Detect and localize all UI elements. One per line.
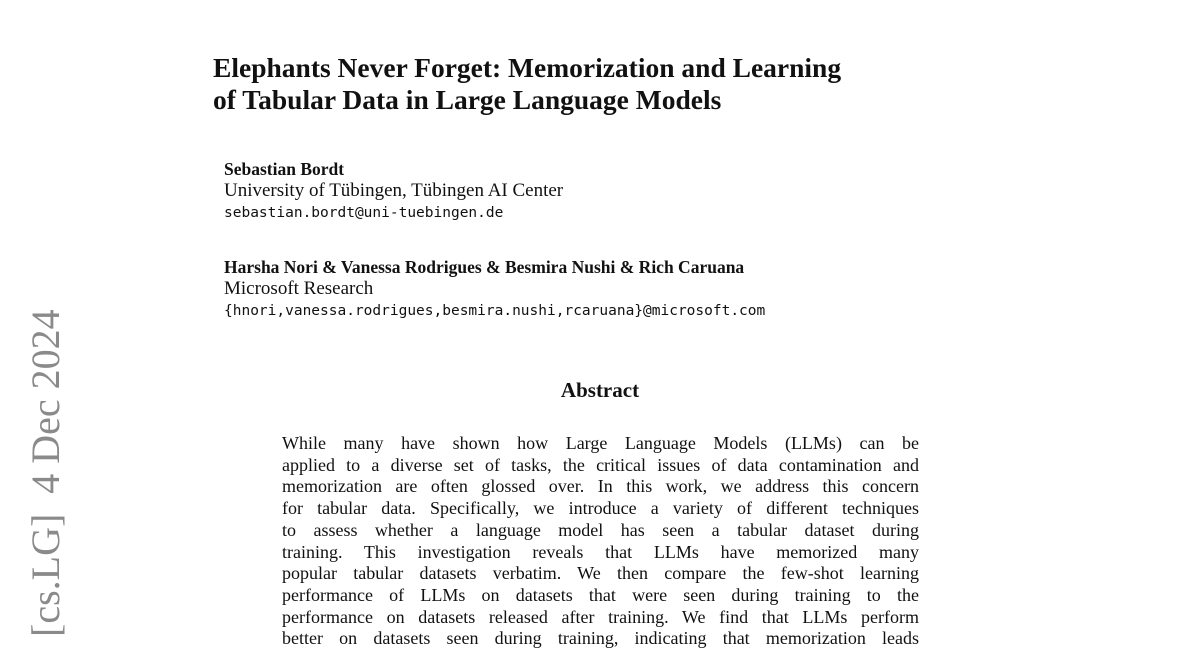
abstract-line: performance on datasets released after training. We find that LLMs perform xyxy=(282,606,919,627)
abstract-line: popular tabular datasets verbatim. We then compare the few-shot learning xyxy=(282,563,919,584)
author-affiliation: University of Tübingen, Tübingen AI Center xyxy=(224,180,564,201)
abstract-line: performance of LLMs on datasets that were seen during training to the xyxy=(282,584,919,605)
author-email: sebastian.bordt@uni-tuebingen.de xyxy=(224,205,504,221)
arxiv-identifier-stamp: [cs.LG] 4 Dec 2024 xyxy=(23,309,68,637)
abstract-line: better on datasets seen during training, indicating that memorization leads xyxy=(282,628,919,649)
abstract-body xyxy=(282,433,919,650)
paper-title-line: of Tabular Data in Large Language Models xyxy=(213,84,722,115)
abstract-line: applied to a diverse set of tasks, the critical issues of data contamination and xyxy=(282,454,919,475)
author-names: Harsha Nori & Vanessa Rodrigues & Besmira Nushi & Rich Caruana xyxy=(224,257,745,277)
abstract-line: for tabular data. Specifically, we introduce a variety of different techniques xyxy=(282,498,919,519)
author-affiliation: Microsoft Research xyxy=(224,278,374,299)
author-block xyxy=(224,256,1024,322)
abstract-line: training. This investigation reveals that LLMs have memorized many xyxy=(282,541,919,562)
paper-title xyxy=(213,52,933,116)
abstract-line: While many have shown how Large Language Models (LLMs) can be xyxy=(282,433,919,453)
author-names: Sebastian Bordt xyxy=(224,159,345,179)
abstract-heading: Abstract xyxy=(560,378,640,402)
abstract-line: memorization are often glossed over. In this work, we address this concern xyxy=(282,476,919,497)
author-block xyxy=(224,158,1024,224)
author-email: {hnori,vanessa.rodrigues,besmira.nushi,rcaruana}@microsoft.com xyxy=(224,303,766,319)
abstract-line: to assess whether a language model has seen a tabular dataset during xyxy=(282,519,919,540)
paper-title-line: Elephants Never Forget: Memorization and Learning xyxy=(213,52,842,83)
